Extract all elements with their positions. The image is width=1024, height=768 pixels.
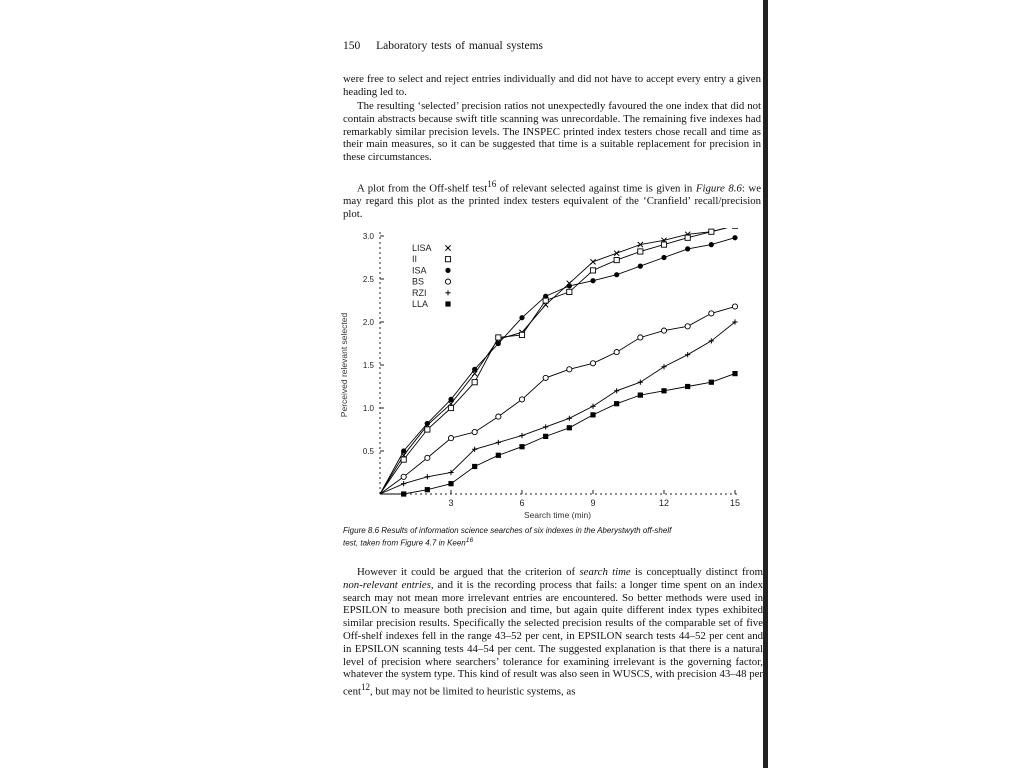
point-ii-8 xyxy=(567,289,572,294)
point-lla-4 xyxy=(472,464,477,469)
point-lla-15 xyxy=(732,371,737,376)
paragraph-1: were free to select and reject entries individually and did not have to accept every entry a given heading led to. xyxy=(343,73,761,98)
x-tick-label-3: 3 xyxy=(448,498,454,508)
p4-text-a: However it could be argued that the criterion of xyxy=(357,566,580,578)
point-bs-14 xyxy=(709,311,714,316)
point-isa-8 xyxy=(567,283,572,288)
point-ii-9 xyxy=(590,268,595,273)
y-tick-label-2.5: 2.5 xyxy=(362,275,374,284)
point-bs-6 xyxy=(519,397,524,402)
point-lla-11 xyxy=(638,393,643,398)
figure-caption xyxy=(343,526,673,549)
page-edge-shadow xyxy=(763,0,768,768)
point-bs-7 xyxy=(543,375,548,380)
paragraph-4 xyxy=(343,566,763,699)
running-title: Laboratory tests of manual systems xyxy=(376,40,544,52)
point-bs-1 xyxy=(401,474,406,479)
x-tick-label-12: 12 xyxy=(658,498,670,508)
caption-text-b: in Keen xyxy=(436,538,466,548)
point-lla-9 xyxy=(590,412,595,417)
point-lla-13 xyxy=(685,384,690,389)
caption-figure-ref: Figure 4.7 xyxy=(400,538,437,548)
figure-8-6-chart xyxy=(330,228,760,523)
paragraph-2: The resulting ‘selected’ precision ratios not unexpectedly favoured the one index that did not contain abstracts because swift title scanning was unrecordable. The remaining five indexes had remarkably similar precision levels. The INSPEC printed index testers chose recall and time as their main measures, so it can be suggested that time is a suitable replacement for precision in these circumstances. xyxy=(343,100,761,164)
point-lla-1 xyxy=(401,491,406,496)
point-bs-8 xyxy=(567,367,572,372)
x-tick-label-6: 6 xyxy=(519,498,525,508)
point-ii-10 xyxy=(614,257,619,262)
point-isa-15 xyxy=(732,235,737,240)
point-lla-5 xyxy=(496,453,501,458)
legend-label-ii: II xyxy=(412,254,418,265)
y-tick-label-3.0: 3.0 xyxy=(362,232,374,241)
point-lisa-9 xyxy=(590,259,595,264)
point-ii-2 xyxy=(425,427,430,432)
y-tick-label-1.0: 1.0 xyxy=(362,404,374,413)
series-line-isa xyxy=(380,238,735,494)
running-header xyxy=(343,40,543,52)
point-isa-9 xyxy=(590,278,595,283)
point-rzi-6 xyxy=(519,433,524,438)
p4-text-c: , and it is the recording process that fails: a longer time spent on an index search may not mean more irrelevant entries are encountered. So better methods were used in EPSILON to measure both precision and time, but again quite different index types exhibited similar precision results. Specifically the selected precision results of the comparable set of five Off-shelf indexes fell in the range 43–52 per cent, in EPSILON search tests 44–52 per cent and in EPSILON scanning tests 44–54 per cent. The suggested explanation is that there is a natural level of precision where searchers’ tolerance for examining irrelevant is the governing factor, whatever the system type. This kind of result was also seen in WUSCS, with precision 43–48 per cent xyxy=(343,578,763,698)
x-axis-label: Search time (min) xyxy=(523,510,592,520)
point-lla-6 xyxy=(519,444,524,449)
point-bs-15 xyxy=(732,304,737,309)
point-isa-5 xyxy=(496,341,501,346)
legend-label-lisa: LISA xyxy=(412,243,432,253)
series-line-rzi xyxy=(380,322,735,494)
point-bs-13 xyxy=(685,324,690,329)
point-isa-1 xyxy=(401,448,406,453)
legend-label-isa: ISA xyxy=(412,265,427,276)
point-bs-9 xyxy=(590,361,595,366)
point-rzi-8 xyxy=(567,416,572,421)
point-ii-4 xyxy=(472,380,477,385)
point-lisa-10 xyxy=(614,251,619,256)
point-ii-12 xyxy=(661,242,666,247)
p4-text-b: is conceptually distinct from xyxy=(630,566,763,578)
point-bs-5 xyxy=(496,414,501,419)
point-lla-2 xyxy=(425,487,430,492)
point-rzi-5 xyxy=(496,440,501,445)
point-lla-14 xyxy=(709,380,714,385)
point-isa-11 xyxy=(638,264,643,269)
p3-text-a: A plot from the Off-shelf test xyxy=(357,182,488,195)
point-rzi-2 xyxy=(425,474,430,479)
point-bs-3 xyxy=(448,436,453,441)
legend-marker-ii xyxy=(445,257,450,262)
point-isa-12 xyxy=(661,255,666,260)
point-ii-13 xyxy=(685,235,690,240)
point-isa-6 xyxy=(519,315,524,320)
point-rzi-9 xyxy=(590,404,595,409)
point-lla-10 xyxy=(614,401,619,406)
point-isa-10 xyxy=(614,272,619,277)
series-line-bs xyxy=(380,307,735,494)
p4-text-d: , but may not be limited to heuristic systems, as xyxy=(369,685,576,698)
point-rzi-13 xyxy=(685,352,690,357)
point-isa-13 xyxy=(685,246,690,251)
point-rzi-11 xyxy=(638,380,643,385)
page-number: 150 xyxy=(343,40,361,52)
p4-reference: 12 xyxy=(360,682,370,693)
point-bs-2 xyxy=(425,455,430,460)
point-ii-6 xyxy=(519,332,524,337)
caption-label: Figure 8.6 xyxy=(343,526,380,535)
paragraph-3 xyxy=(343,178,761,221)
point-lla-8 xyxy=(567,425,572,430)
point-rzi-12 xyxy=(661,364,666,369)
point-bs-10 xyxy=(614,350,619,355)
caption-text-a: Results of information science searches of six indexes in the Aberystwyth off-shelf test, taken from xyxy=(343,526,672,548)
point-isa-3 xyxy=(448,397,453,402)
legend-label-rzi: RZI xyxy=(412,287,427,298)
legend-label-lla: LLA xyxy=(412,299,429,309)
p3-text-b: of relevant selected against time is given in xyxy=(496,182,696,195)
series-line-lisa xyxy=(380,228,735,494)
y-tick-label-1.5: 1.5 xyxy=(362,361,374,370)
legend-label-bs: BS xyxy=(412,276,425,287)
point-lla-7 xyxy=(543,434,548,439)
point-ii-3 xyxy=(448,405,453,410)
p3-figure-ref: Figure 8.6 xyxy=(695,182,742,195)
point-isa-2 xyxy=(425,421,430,426)
x-tick-label-9: 9 xyxy=(590,498,596,508)
point-bs-12 xyxy=(661,328,666,333)
point-bs-11 xyxy=(638,335,643,340)
series-line-ii xyxy=(380,228,735,494)
caption-reference: 16 xyxy=(465,537,474,544)
point-lla-3 xyxy=(448,481,453,486)
y-tick-label-0.5: 0.5 xyxy=(362,447,374,456)
legend-marker-lisa xyxy=(445,245,450,250)
point-ii-1 xyxy=(401,457,406,462)
point-rzi-7 xyxy=(543,424,548,429)
point-ii-11 xyxy=(638,249,643,254)
y-tick-label-2.0: 2.0 xyxy=(362,318,374,327)
legend-marker-lla xyxy=(445,301,450,306)
legend-marker-isa xyxy=(445,268,450,273)
point-rzi-10 xyxy=(614,388,619,393)
p4-non-relevant: non-relevant entries xyxy=(343,578,431,591)
y-axis-label: Perceived relevant selected xyxy=(339,312,349,418)
point-ii-5 xyxy=(496,335,501,340)
p3-text-c: : we may regard this plot as the printed index testers equivalent of the ‘Cranfield’ recall/precision plot. xyxy=(343,182,761,221)
legend-marker-rzi xyxy=(445,290,450,295)
point-ii-14 xyxy=(709,229,714,234)
x-tick-label-15: 15 xyxy=(729,498,741,508)
point-lla-12 xyxy=(661,388,666,393)
point-rzi-1 xyxy=(401,481,406,486)
p3-reference: 16 xyxy=(487,179,497,189)
p4-search-time: search time xyxy=(579,566,631,578)
legend-marker-bs xyxy=(445,279,450,284)
point-bs-4 xyxy=(472,429,477,434)
point-isa-7 xyxy=(543,294,548,299)
point-isa-4 xyxy=(472,367,477,372)
point-isa-14 xyxy=(709,242,714,247)
